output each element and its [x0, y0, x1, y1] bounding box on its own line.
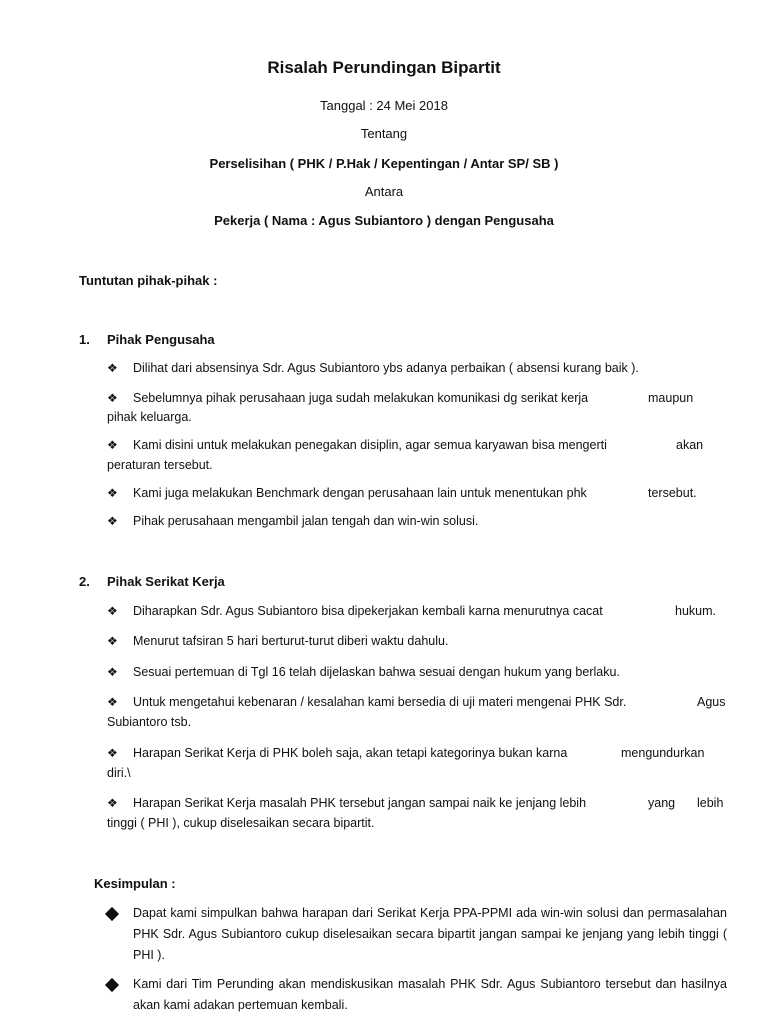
- open-diamond-bullet-icon: ❖: [107, 514, 118, 528]
- list-item: Harapan Serikat Kerja masalah PHK tersebut jangan sampai naik ke jenjang lebih: [133, 796, 587, 810]
- conclusion-item: Kami dari Tim Perunding akan mendiskusikan masalah PHK Sdr. Agus Subiantoro tersebut dan hasilnya akan kami adakan pertemuan kembali.: [133, 977, 727, 1012]
- section1-heading: Pihak Pengusaha: [107, 332, 215, 347]
- list-item-mid-word: yang: [648, 796, 676, 810]
- list-item-end-word: maupun: [648, 391, 694, 405]
- list-item: Menurut tafsiran 5 hari berturut-turut diberi waktu dahulu.: [133, 634, 449, 648]
- list-item: Kami disini untuk melakukan penegakan disiplin, agar semua karyawan bisa mengerti: [133, 438, 607, 452]
- solid-diamond-bullet-icon: [105, 907, 119, 921]
- list-item-continuation: peraturan tersebut.: [107, 458, 213, 472]
- section1-number: 1.: [79, 332, 90, 347]
- between-label: Antara: [364, 184, 404, 199]
- list-item-continuation: pihak keluarga.: [107, 410, 192, 424]
- open-diamond-bullet-icon: ❖: [107, 361, 118, 375]
- list-item-end-word: mengundurkan: [621, 746, 705, 760]
- open-diamond-bullet-icon: ❖: [107, 391, 118, 405]
- open-diamond-bullet-icon: ❖: [107, 634, 118, 648]
- section2-number: 2.: [79, 574, 90, 589]
- dispute-line: Perselisihan ( PHK / P.Hak / Kepentingan / Antar SP/ SB ): [209, 156, 559, 171]
- about-label: Tentang: [360, 126, 408, 141]
- list-item: Untuk mengetahui kebenaran / kesalahan kami bersedia di uji materi mengenai PHK Sdr.: [133, 695, 627, 709]
- list-item: Kami juga melakukan Benchmark dengan perusahaan lain untuk menentukan phk: [133, 486, 587, 500]
- list-item-end-word: hukum.: [675, 604, 716, 618]
- list-item-end-word: tersebut.: [648, 486, 697, 500]
- open-diamond-bullet-icon: ❖: [107, 796, 118, 810]
- list-item-end-word: Agus: [697, 695, 726, 709]
- demands-heading: Tuntutan pihak-pihak :: [79, 273, 218, 288]
- list-item: Pihak perusahaan mengambil jalan tengah dan win-win solusi.: [133, 514, 479, 528]
- conclusion-heading: Kesimpulan :: [94, 876, 176, 891]
- list-item-end-word: akan: [676, 438, 704, 452]
- list-item-end-word: lebih: [697, 796, 724, 810]
- open-diamond-bullet-icon: ❖: [107, 665, 118, 679]
- open-diamond-bullet-icon: ❖: [107, 746, 118, 760]
- list-item: Sebelumnya pihak perusahaan juga sudah melakukan komunikasi dg serikat kerja: [133, 391, 589, 405]
- open-diamond-bullet-icon: ❖: [107, 486, 118, 500]
- open-diamond-bullet-icon: ❖: [107, 695, 118, 709]
- conclusion-item: Dapat kami simpulkan bahwa harapan dari Serikat Kerja PPA-PPMI ada win-win solusi dan permasalahan PHK Sdr. Agus Subiantoro cukup diselesaikan secara bipartit jangan sampai ke jenjang yang lebih tinggi ( PHI ).: [133, 906, 727, 962]
- list-item: Harapan Serikat Kerja di PHK boleh saja, akan tetapi kategorinya bukan karna: [133, 746, 568, 760]
- list-item-continuation: tinggi ( PHI ), cukup diselesaikan secara bipartit.: [107, 816, 375, 830]
- section2-heading: Pihak Serikat Kerja: [107, 574, 225, 589]
- open-diamond-bullet-icon: ❖: [107, 438, 118, 452]
- parties-line: Pekerja ( Nama : Agus Subiantoro ) dengan Pengusaha: [214, 213, 554, 228]
- list-item-continuation: Subiantoro tsb.: [107, 715, 192, 729]
- list-item: Diharapkan Sdr. Agus Subiantoro bisa dipekerjakan kembali karna menurutnya cacat: [133, 604, 603, 618]
- date-line: Tanggal : 24 Mei 2018: [320, 98, 448, 113]
- document-title: Risalah Perundingan Bipartit: [267, 58, 501, 77]
- open-diamond-bullet-icon: ❖: [107, 604, 118, 618]
- list-item: Sesuai pertemuan di Tgl 16 telah dijelaskan bahwa sesuai dengan hukum yang berlaku.: [133, 665, 620, 679]
- list-item-continuation: diri.\: [107, 766, 131, 780]
- solid-diamond-bullet-icon: [105, 978, 119, 992]
- list-item: Dilihat dari absensinya Sdr. Agus Subiantoro ybs adanya perbaikan ( absensi kurang baik ).: [133, 361, 639, 375]
